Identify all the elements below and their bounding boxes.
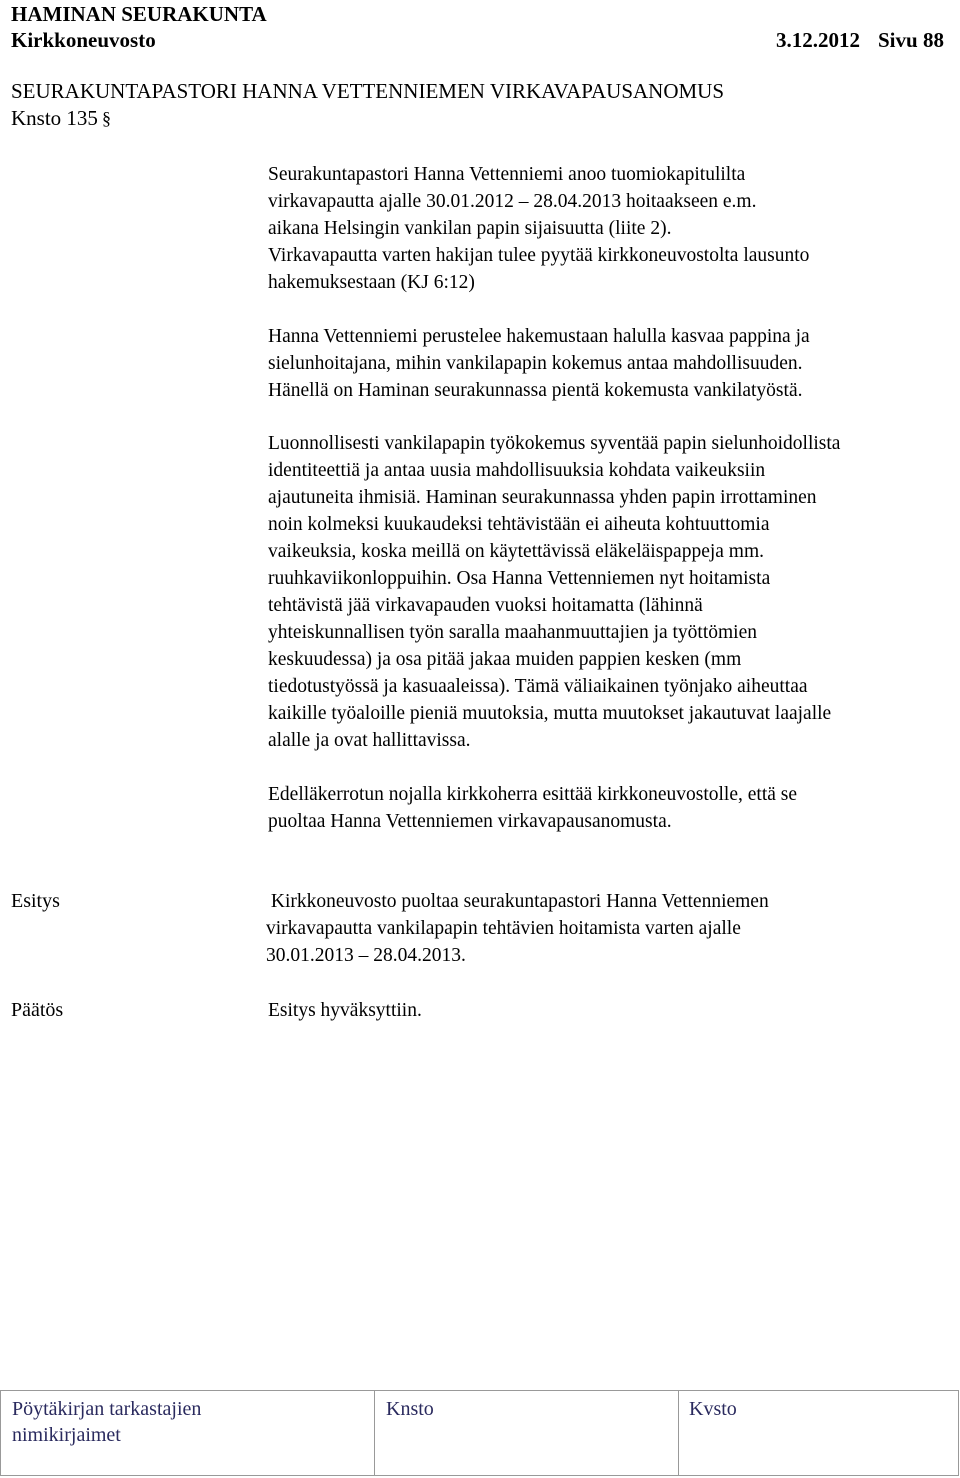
footer-divider xyxy=(678,1391,679,1475)
page-number: Sivu 88 xyxy=(878,28,944,52)
knsto-label: Knsto xyxy=(386,1398,434,1420)
signature-footer xyxy=(0,1390,959,1476)
paragraph-application xyxy=(268,161,809,296)
text-line: virkavapautta vankilapapin tehtävien hoitamista varten ajalle xyxy=(266,918,741,939)
meeting-date: 3.12.2012 xyxy=(776,28,860,52)
text-line: Hänellä on Haminan seurakunnassa pientä kokemusta vankilatyöstä. xyxy=(268,380,803,401)
paragraph-recommendation xyxy=(268,781,797,835)
text-line: tehtävistä jää virkavapauden vuoksi hoitamatta (lähinnä xyxy=(268,595,703,616)
kvsto-label: Kvsto xyxy=(689,1398,737,1420)
text-line: aikana Helsingin vankilan papin sijaisuutta (liite 2). xyxy=(268,218,672,239)
text-line: ajautuneita ihmisiä. Haminan seurakunnassa yhden papin irrottaminen xyxy=(268,487,817,508)
text-line: Luonnollisesti vankilapapin työkokemus syventää papin sielunhoidollista xyxy=(268,433,841,454)
text-line: yhteiskunnallisen työn saralla maahanmuuttajien ja työttömien xyxy=(268,622,758,643)
paragraph-assessment xyxy=(268,430,840,754)
item-number: Knsto 135 xyxy=(11,106,98,130)
decision-label: Päätös xyxy=(11,999,64,1021)
text-line: vaikeuksia, koska meillä on käytettävissä eläkeläispappeja mm. xyxy=(268,541,765,562)
text-line: Hanna Vettenniemi perustelee hakemustaan halulla kasvaa pappina ja xyxy=(268,326,810,347)
text-line: tiedotustyössä ja kasuaaleissa). Tämä väliaikainen työnjako aiheuttaa xyxy=(268,676,808,697)
paragraph-justification xyxy=(268,323,810,404)
text-line: hakemuksestaan (KJ 6:12) xyxy=(268,272,475,293)
text-line: sielunhoitajana, mihin vankilapapin kokemus antaa mahdollisuuden. xyxy=(268,353,803,374)
text-line: alalle ja ovat hallittavissa. xyxy=(268,730,471,751)
meeting-body: Kirkkoneuvosto xyxy=(11,28,156,52)
text-line: Virkavapautta varten hakijan tulee pyytää kirkkoneuvostolta lausunto xyxy=(268,245,810,266)
text-line: noin kolmeksi kuukaudeksi tehtävistään ei aiheuta kohtuuttomia xyxy=(268,514,770,535)
proposal-label: Esitys xyxy=(11,890,60,912)
text-line: kaikille työaloille pieniä muutoksia, mutta muutokset jakautuvat laajalle xyxy=(268,703,832,724)
item-title: SEURAKUNTAPASTORI HANNA VETTENNIEMEN VIRKAVAPAUSANOMUS xyxy=(11,79,725,103)
decision-text: Esitys hyväksyttiin. xyxy=(268,1000,422,1021)
text-line: virkavapautta ajalle 30.01.2012 – 28.04.2013 hoitaakseen e.m. xyxy=(268,191,757,212)
org-name: HAMINAN SEURAKUNTA xyxy=(11,2,267,26)
text-line: identiteettiä ja antaa uusia mahdollisuuksia kohdata vaikeuksiin xyxy=(268,460,766,481)
proposal-text xyxy=(266,888,769,969)
text-line: Kirkkoneuvosto puoltaa seurakuntapastori Hanna Vettenniemen xyxy=(266,891,769,912)
text-line: Seurakuntapastori Hanna Vettenniemi anoo tuomiokapitulilta xyxy=(268,164,746,185)
footer-divider xyxy=(374,1391,375,1475)
reviewers-label-line1: Pöytäkirjan tarkastajien xyxy=(12,1398,202,1420)
text-line: ruuhkaviikonloppuihin. Osa Hanna Vettenniemen nyt hoitamista xyxy=(268,568,771,589)
item-number-line xyxy=(11,105,111,132)
section-mark: § xyxy=(101,108,111,128)
text-line: 30.01.2013 – 28.04.2013. xyxy=(266,945,466,966)
text-line: puoltaa Hanna Vettenniemen virkavapausanomusta. xyxy=(268,811,672,832)
text-line: Edelläkerrotun nojalla kirkkoherra esittää kirkkoneuvostolle, että se xyxy=(268,784,798,805)
text-line: keskuudessa) ja osa pitää jakaa muiden pappien kesken (mm xyxy=(268,649,742,670)
reviewers-label-line2: nimikirjaimet xyxy=(12,1424,121,1446)
